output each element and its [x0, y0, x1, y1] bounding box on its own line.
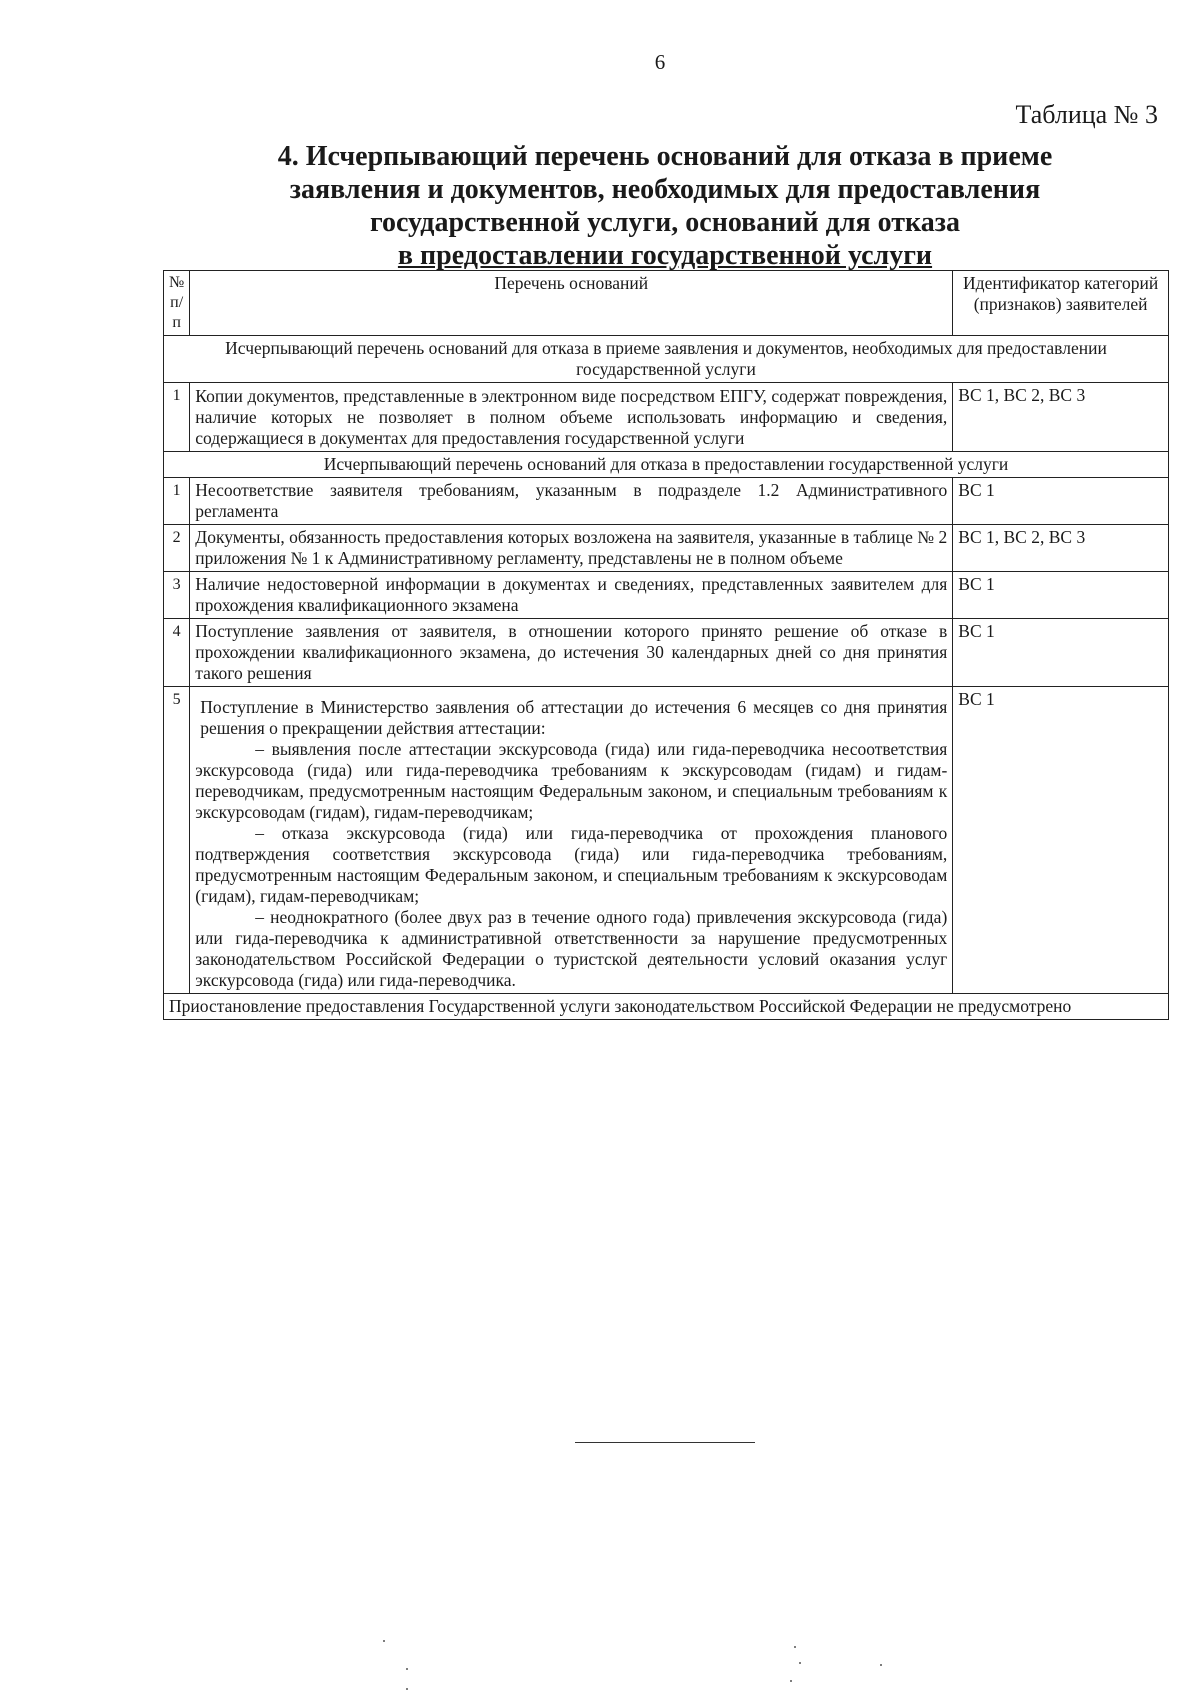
row-text: Несоответствие заявителя требованиям, указанным в подразделе 1.2 Административного регламента [190, 478, 953, 525]
table-row [164, 619, 1169, 687]
row5-item-2: – отказа экскурсовода (гида) или гида-переводчика от прохождения планового подтверждения соответствия экскурсовода (гида) или гида-переводчика требованиям, предусмотренным настоящим Федеральным законом, и специальным требованиям к экскурсоводам (гидам), гидам-переводчикам; [195, 823, 948, 906]
table-label: Таблица № 3 [1015, 100, 1158, 129]
row-category-id: ВС 1, ВС 2, ВС 3 [953, 525, 1169, 572]
header-applicant-category-id: Идентификатор категорий (признаков) заявителей [953, 271, 1169, 336]
header-grounds-list: Перечень оснований [190, 271, 953, 336]
heading-line-2: заявления и документов, необходимых для предоставления [289, 174, 1041, 205]
header-num: № п/п [164, 271, 190, 336]
row-number: 1 [164, 478, 190, 525]
heading-line-4: в предоставлении государственной услуги [397, 240, 933, 271]
scan-speck [406, 1668, 408, 1670]
suspension-note: Приостановление предоставления Государственной услуги законодательством Российской Федерации не предусмотрено [164, 994, 1169, 1020]
row-text: Поступление заявления от заявителя, в отношении которого принято решение об отказе в прохождении квалификационного экзамена, до истечения 30 календарных дней со дня принятия такого решения [190, 619, 953, 687]
section-title-refusal-acceptance: Исчерпывающий перечень оснований для отказа в приеме заявления и документов, необходимых для предоставлении государственной услуги [164, 336, 1169, 383]
scan-speck [880, 1664, 882, 1666]
row-text: Документы, обязанность предоставления которых возложена на заявителя, указанные в таблице № 2 приложения № 1 к Административному регламенту, представлены не в полном объеме [190, 525, 953, 572]
row-number: 4 [164, 619, 190, 687]
end-divider-line [575, 1442, 755, 1443]
row-category-id: ВС 1 [953, 572, 1169, 619]
row-category-id: ВС 1 [953, 687, 1169, 994]
row5-item-3: – неоднократного (более двух раз в течение одного года) привлечения экскурсовода (гида) или гида-переводчика к административной ответственности за нарушение предусмотренных законодательством Российской Федерации о туристской деятельности условий оказания услуг экскурсовода (гида) или гида-переводчика. [195, 907, 948, 990]
heading-line-3: государственной услуги, оснований для отказа [369, 207, 961, 238]
row5-item-1: – выявления после аттестации экскурсовода (гида) или гида-переводчика несоответствия экскурсовода (гида) или гида-переводчика требованиям к экскурсоводам (гидам) и гидам-переводчикам, предусмотренным настоящим Федеральным законом, и специальным требованиям к экскурсоводам (гидам), гидам-переводчикам; [195, 739, 948, 822]
page-number: 6 [654, 50, 666, 74]
table-row [164, 478, 1169, 525]
row-category-id: ВС 1 [953, 478, 1169, 525]
row-number: 5 [164, 687, 190, 994]
grounds-table [163, 270, 1169, 1020]
table-header-row [164, 271, 1169, 336]
table-row [164, 383, 1169, 452]
row-text: Копии документов, представленные в электронном виде посредством ЕПГУ, содержат повреждения, наличие которых не позволяет в полном объеме использовать информацию и сведения, содержащиеся в документах для предоставления государственной услуги [190, 383, 953, 452]
section-row [164, 452, 1169, 478]
row-category-id: ВС 1, ВС 2, ВС 3 [953, 383, 1169, 452]
section-row [164, 336, 1169, 383]
table-row [164, 687, 1169, 994]
section-heading [190, 140, 1140, 272]
row-number: 2 [164, 525, 190, 572]
table-row [164, 572, 1169, 619]
scan-speck [794, 1646, 796, 1648]
row-text-certification [190, 687, 953, 994]
scan-speck [406, 1688, 408, 1690]
row-number: 3 [164, 572, 190, 619]
scan-speck [790, 1680, 792, 1682]
footer-row [164, 994, 1169, 1020]
row-number: 1 [164, 383, 190, 452]
row-text: Наличие недостоверной информации в документах и сведениях, представленных заявителем для прохождения квалификационного экзамена [190, 572, 953, 619]
heading-line-1: 4. Исчерпывающий перечень оснований для отказа в приеме [277, 141, 1053, 172]
row-category-id: ВС 1 [953, 619, 1169, 687]
scan-speck [799, 1662, 801, 1664]
section-title-refusal-service: Исчерпывающий перечень оснований для отказа в предоставлении государственной услуги [164, 452, 1169, 478]
row5-intro: Поступление в Министерство заявления об аттестации до истечения 6 месяцев со дня принятия решения о прекращении действия аттестации: [200, 697, 948, 738]
table-row [164, 525, 1169, 572]
scan-speck [383, 1640, 385, 1642]
